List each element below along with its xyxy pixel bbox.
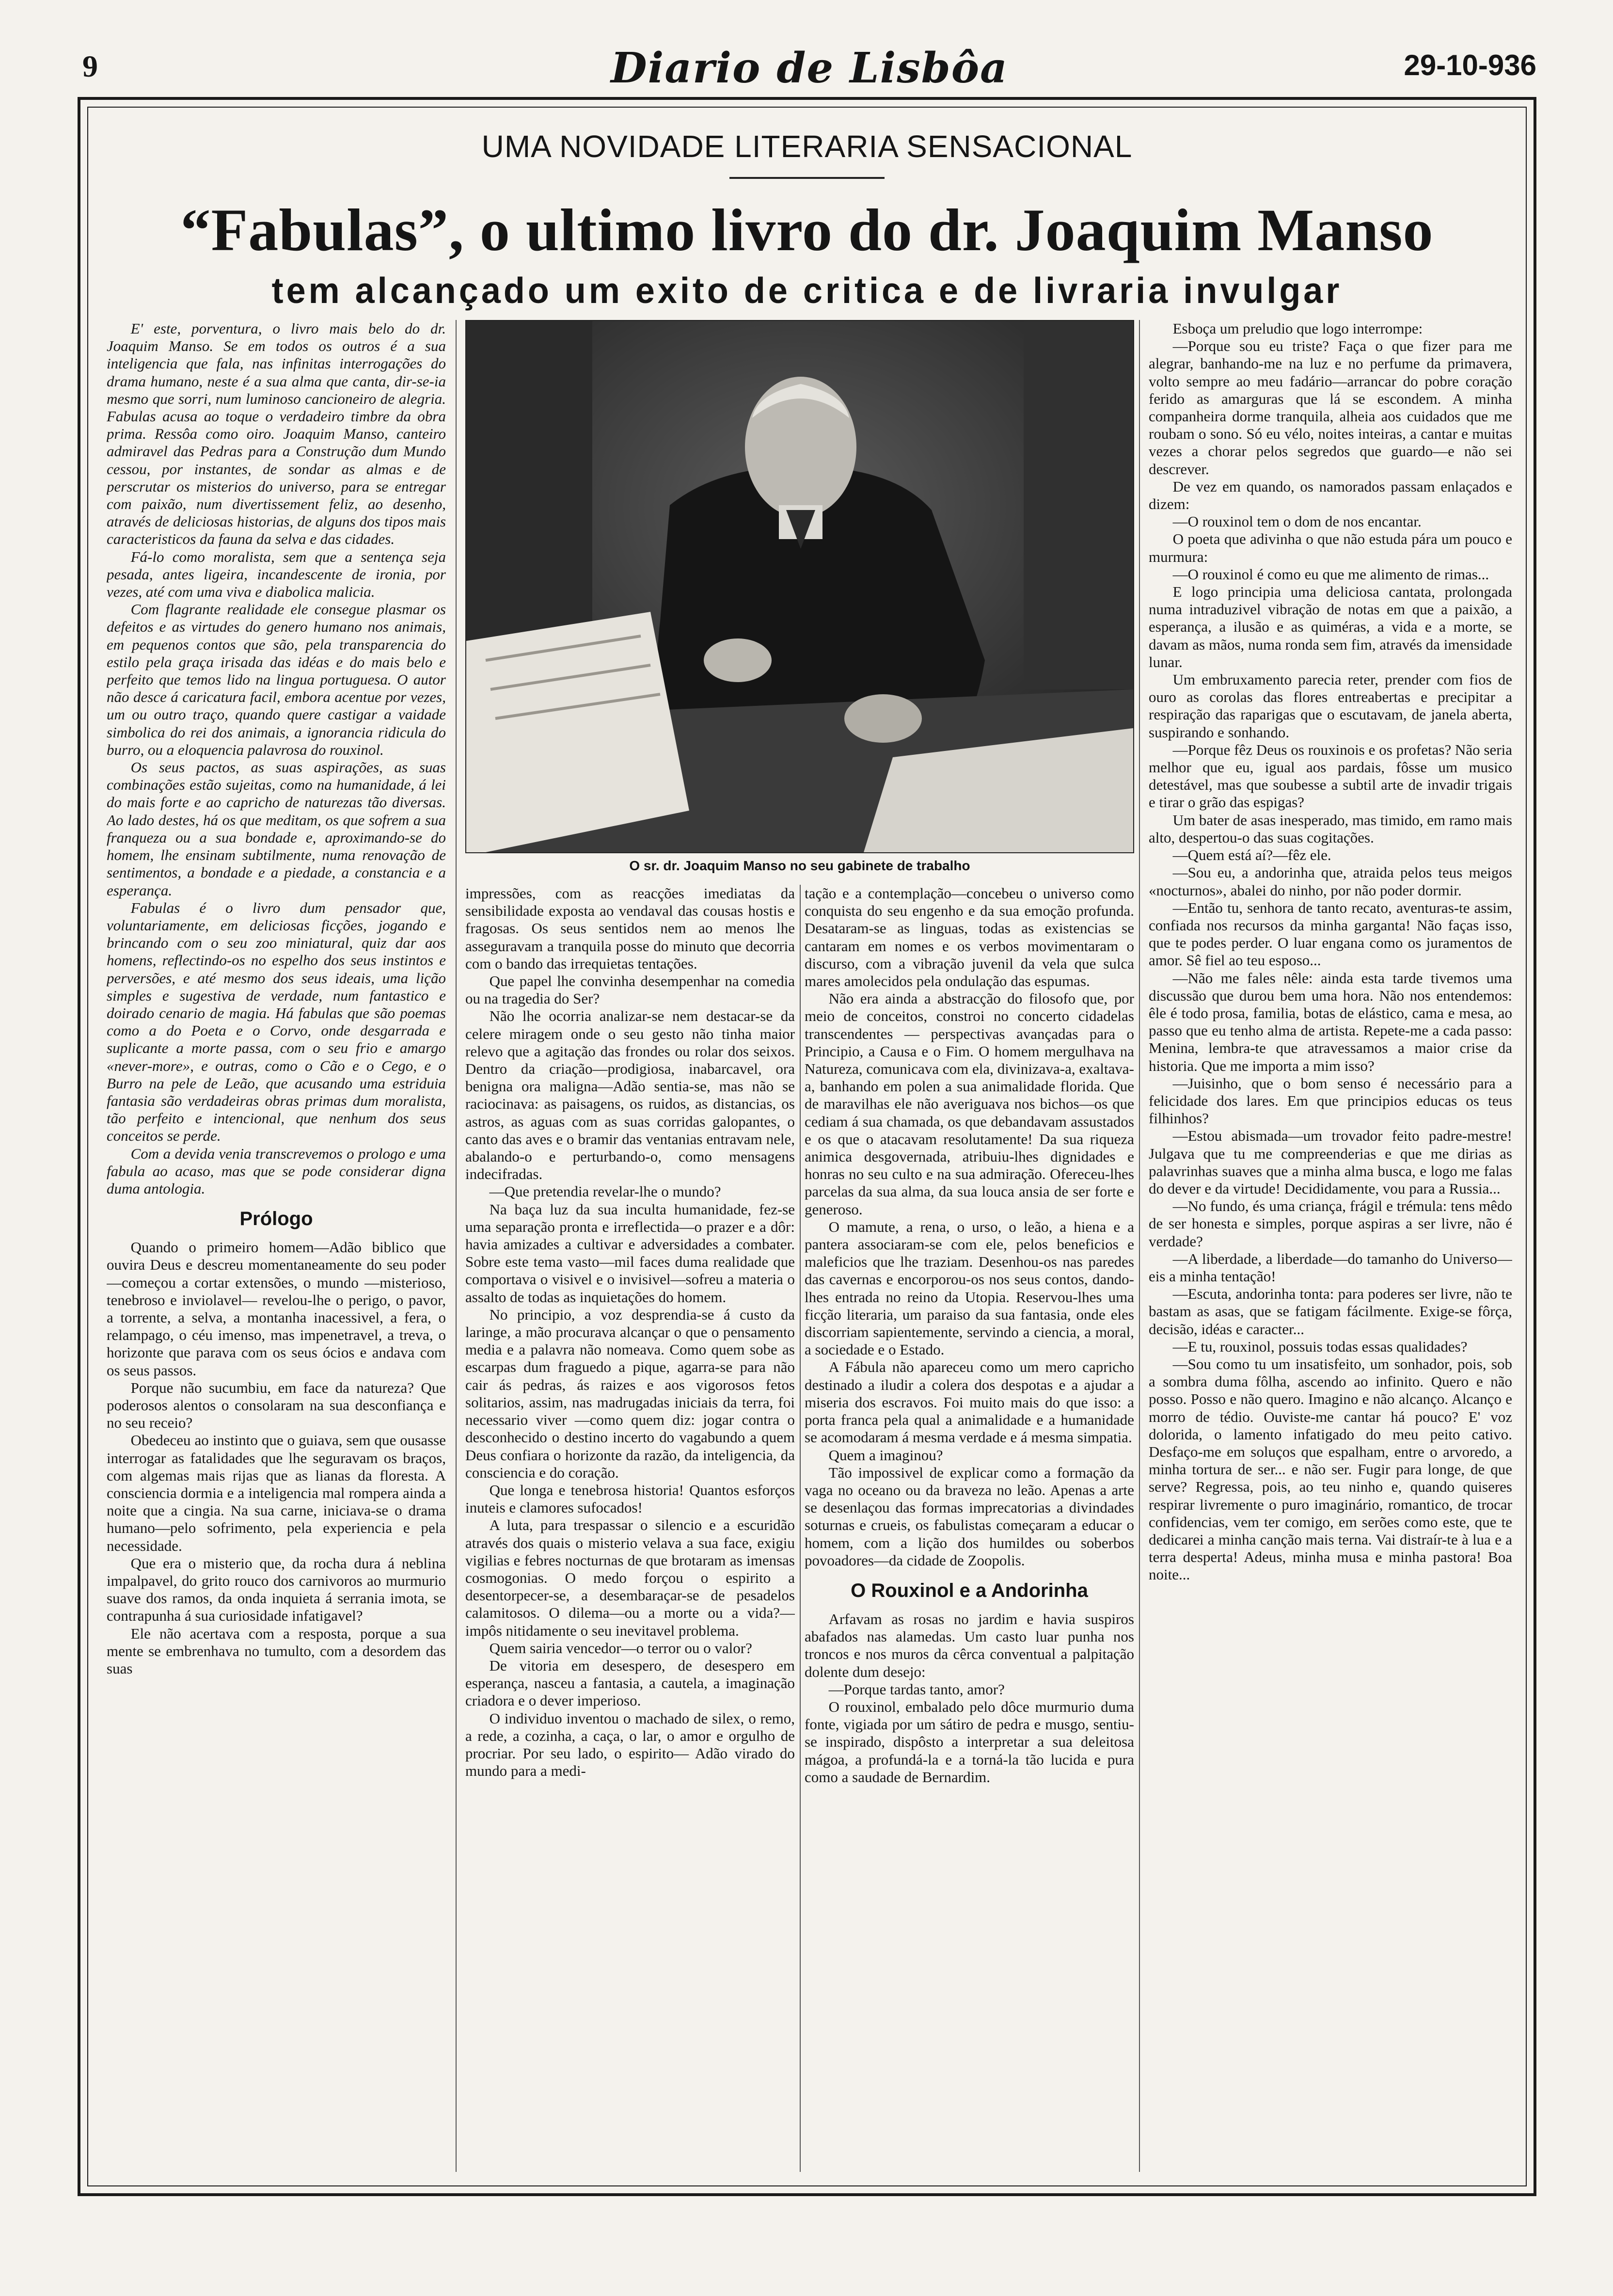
paragraph: E logo principia uma deliciosa cantata, prolongada numa intraduzivel vibração de notas em que a paixão, a esperança, a ilusão e as quiméras, a vida e a morte, se davam as mãos, numa ronda sem fim, através da imensidade lunar. — [1149, 583, 1512, 670]
newspaper-name: Diario de Lisbôa — [611, 44, 1008, 93]
paragraph: —Estou abismada—um trovador feito padre-mestre! Julgava que tu me compreenderias e que me dirias as palavrinhas suaves que a minha alma busca, e logo me falas do dever e da virtude! Decididamente, vou para a Russia... — [1149, 1127, 1512, 1197]
column-1 — [107, 320, 446, 2172]
paragraph: O rouxinol, embalado pelo dôce murmurio duma fonte, vigiada por um sátiro de pedra e musgo, sentiu-se inspirado, dispôsto a interpretar a sua deleitosa mágoa, a profundá-la e a torná-la tão lucida e pura como a saudade de Bernardim. — [805, 1698, 1134, 1786]
column-rule — [456, 320, 457, 2172]
paragraph: Quem sairia vencedor—o terror ou o valor? — [489, 1639, 752, 1657]
paragraph: —Juisinho, que o bom senso é necessário para a felicidade dos lares. Em que principios educas os teus filhinhos? — [1149, 1074, 1512, 1127]
paragraph: Os seus pactos, as suas aspirações, as suas combinações estão sujeitas, como na humanidade, á lei do mais forte e ao capricho de naturezas tão diversas. Ao lado destes, há os que meditam, os que sofrem a sua franqueza ou a sua bondade e, aproximando-se do homem, lhe ensinam subtilmente, numa renovação de sentimentos, a bondade e a piedade, a constancia e a esperança. — [107, 759, 446, 899]
paragraph: Fá-lo como moralista, sem que a sentença seja pesada, antes ligeira, incandescente de ironia, por vezes, até com uma viva e diabolica malicia. — [107, 548, 446, 601]
paragraph: De vez em quando, os namorados passam enlaçados e dizem: — [1149, 478, 1512, 513]
paragraph: —Porque fêz Deus os rouxinois e os profetas? Não seria melhor que eu, igual aos pardais, fôsse um musico detestável, mas que soubesse a subtil arte de invadir trigais e tirar o grão das espigas? — [1149, 741, 1512, 811]
paragraph: —Porque tardas tanto, amor? — [828, 1680, 1005, 1698]
paragraph: Que papel lhe convinha desempenhar na comedia ou na tragedia do Ser? — [465, 973, 795, 1007]
paragraph: No principio, a voz desprendia-se á custo da laringe, a mão procurava alcançar o que o pensamento media e a palavra não nomeava. Como quem sobe as escarpas dum fraguedo a pique, agarra-se para não cair ás pedras, ás raizes e aos vigorosos fetos solitarios, assim, nas madrugadas iniciais da terra, foi necessario viver —como quem diz: jogar contra o desconhecido o destino incerto do vagabundo a quem Deus confiara o horizonte da razão, da inteligencia, da consciencia e do coração. — [465, 1306, 795, 1481]
paragraph: Esboça um preludio que logo interrompe: — [1172, 320, 1423, 337]
paragraph: —E tu, rouxinol, possuis todas essas qualidades? — [1172, 1338, 1468, 1355]
kicker-rule — [729, 177, 885, 179]
section-heading-prologo: Prólogo — [239, 1208, 313, 1230]
paragraph: Um embruxamento parecia reter, prender com fios de ouro as corolas das flores entreabertas e precipitar a respiração das raparigas que o escutavam, de janela aberta, suspirando e sonhando. — [1149, 671, 1512, 741]
paragraph: —Porque sou eu triste? Faça o que fizer para me alegrar, banhando-me na luz e no perfume da primavera, volto sempre ao meu fadário—arrancar do pobre coração ferido as amarguras que lá se escondem. A minha companheira dorme tranquila, alheia aos cuidados que me roubam o sono. Só eu vélo, noites inteiras, a cantar e muitas vezes a chorar pelos segredos que guardo—e não sei descrever. — [1149, 337, 1512, 478]
column-3 — [805, 885, 1134, 2172]
paragraph: Que longa e tenebrosa historia! Quantos esforços inuteis e clamores sufocados! — [465, 1481, 795, 1516]
paragraph: —Escuta, andorinha tonta: para poderes ser livre, não te bastam as asas, que se fatigam fácilmente. Exige-se fôrça, decisão, idéas e caracter... — [1149, 1285, 1512, 1338]
article-subheadline: tem alcançado um exito de critica e de livraria invulgar — [271, 271, 1343, 311]
paragraph: —Sou eu, a andorinha que, atraida pelos teus meigos «nocturnos», abalei do ninho, por não poder dormir. — [1149, 864, 1512, 899]
paragraph: O poeta que adivinha o que não estuda pára um pouco e murmura: — [1149, 530, 1512, 565]
paragraph: —Não me fales nêle: ainda esta tarde tivemos uma discussão que durou bem uma hora. Não nos entendemos: êle é todo prosa, familia, botas de elástico, cama e mesa, ao passo que eu tenho alma de artista. Repete-me a cada passo: Menina, lembra-te que atravessamos a maior crise da historia. Que me importa a mim isso? — [1149, 969, 1512, 1074]
paragraph: O mamute, a rena, o urso, o leão, a hiena e a pantera associaram-se com ele, pelos beneficios e maleficios que lhe traziam. Desenhou-os nas paredes das cavernas e encorporou-os nos seus contos, dando-lhes entrada no reino da Utopia. Reservou-lhes uma ficção literaria, um paraiso da sua fantasia, onde eles discorriam sapientemente, servindo a ciencia, a moral, a sociedade e o Estado. — [805, 1218, 1134, 1358]
article-headline: “Fabulas”, o ultimo livro do dr. Joaquim Manso — [180, 197, 1434, 263]
masthead — [82, 44, 1536, 93]
photo-caption: O sr. dr. Joaquim Manso no seu gabinete de trabalho — [629, 858, 970, 873]
column-4 — [1149, 320, 1512, 2172]
paragraph: E' este, porventura, o livro mais belo do dr. Joaquim Manso. Se em todos os outros é a sua inteligencia que fala, nas infinitas interrogações do drama humano, neste é a sua alma que canta, dir-se-ia mesmo que sorri, num luminoso cancioneiro de alegria. Fabulas acusa ao toque o verdadeiro timbre da obra prima. Ressôa como oiro. Joaquim Manso, canteiro admiravel das Pedras para a Construção dum Mundo cessou, por instantes, de sondar as almas e de perscrutar os misterios do universo, para se entregar com paixão, num divertissement feliz, ao desenho, através de deliciosas historias, de alguns dos tipos mais caracteristicos da fauna da selva e das cidades. — [107, 320, 446, 548]
paragraph: De vitoria em desespero, de desespero em esperança, nasceu a fantasia, a cautela, a imaginação criadora e o dever imperioso. — [465, 1657, 795, 1709]
paragraph: Não lhe ocorria analizar-se nem destacar-se da celere miragem onde o seu gesto não tinha maior relevo que a agitação das frondes ou rolar dos seixos. Dentro da criação—prodigiosa, inabarcavel, ora benigna ora maligna—Adão sentia-se, mas não se raciocinava: as paisagens, os ruidos, as distancias, os astros, as aguas com as suas corridas galopantes, o canto das aves e o bramir das ventanias entravam nele, abalando-o e perturbando-o, como mensagens indecifradas. — [465, 1007, 795, 1183]
paragraph: Quem a imaginou? — [828, 1446, 943, 1464]
paragraph: —A liberdade, a liberdade—do tamanho do Universo—eis a minha tentação! — [1149, 1250, 1512, 1285]
column-rule — [800, 885, 801, 2172]
article-kicker: UMA NOVIDADE LITERARIA SENSACIONAL — [481, 129, 1133, 164]
paragraph: Um bater de asas inesperado, mas timido, em ramo mais alto, despertou-o das suas cogitações. — [1149, 811, 1512, 846]
issue-date: 29-10-936 — [1404, 49, 1536, 81]
paragraph: —Que pretendia revelar-lhe o mundo? — [489, 1183, 721, 1200]
paragraph: Quando o primeiro homem—Adão biblico que ouvira Deus e descreu momentaneamente do seu poder—começou a cortar extensões, o mundo —misterioso, tenebroso e inviolavel— revelou-lhe o perigo, o pavor, a torrente, a selva, a montanha inacessivel, a fera, o relampago, o céu imenso, mas impenetravel, a treva, o horizonte que parava com os seus ócios e andava com os seus passos. — [107, 1239, 446, 1379]
paragraph: Obedeceu ao instinto que o guiava, sem que ousasse interrogar as fatalidades que lhe seguravam os braços, com algemas mais rijas que as lianas da floresta. A consciencia dormia e a inteligencia mal rompera ainda a noite que a cingia. Na sua carne, iniciava-se o drama humano—pelo sofrimento, pela experiencia e pela necessidade. — [107, 1432, 446, 1554]
paragraph: Tão impossivel de explicar como a formação da vaga no oceano ou da braveza no leão. Apenas a arte se desenlaçou das formas imprecatorias a divindades soturnas e crueis, os fabulistas começaram a educar o homem, com a lição dos humildes ou soberbos povoadores—da cidade de Zoopolis. — [805, 1464, 1134, 1569]
column-2 — [465, 885, 795, 2172]
paragraph: A Fábula não apareceu como um mero capricho destinado a iludir a colera dos despotas e a ajudar a miseria dos escravos. Foi muito mais do que isso: a porta franca pela qual a animalidade e a humanidade se acomodaram á mesma verdade e á mesma simpatia. — [805, 1358, 1134, 1446]
author-photo-image — [466, 321, 1133, 852]
paragraph: —O rouxinol é como eu que me alimento de rimas... — [1172, 565, 1489, 583]
page-number: 9 — [82, 49, 98, 83]
paragraph: Ele não acertava com a resposta, porque a sua mente se embrenhava no tumulto, com a desordem das suas — [107, 1625, 446, 1677]
author-photo — [465, 320, 1134, 853]
section-heading-rouxinol: O Rouxinol e a Andorinha — [851, 1579, 1088, 1601]
paragraph: Não era ainda a abstracção do filosofo que, por meio de conceitos, constroi no concerto cidadelas transcendentes — perspectivas avançadas para o Principio, a Causa e o Fim. O homem mergulhava na Natureza, comunicava com ela, divinizava-a, exaltava-a, banhando em polen a sua animalidade florida. Que de maravilhas ele não averiguava nos bichos—os que cediam á sua chamada, os que debandavam assustados e os que o atacavam resolutamente! Da sua riqueza animica desgovernada, atribuiu-lhes dignidades e honras no seu culto e na sua admiração. Ofereceu-lhes parcelas da sua alma, da sua louca ansia de ser forte e generoso. — [805, 990, 1134, 1218]
paragraph: Porque não sucumbiu, em face da natureza? Que poderosos alentos o consolaram na sua desconfiança e no seu receio? — [107, 1379, 446, 1432]
paragraph: tação e a contemplação—concebeu o universo como conquista do seu engenho e da sua emoção profunda. Desataram-se as linguas, todas as existencias se cantaram em nomes e os verbos movimentaram o discurso, com a vibração juvenil da vela que sulca mares amolecidos pela ondulação das espumas. — [805, 885, 1134, 990]
paragraph: impressões, com as reacções imediatas da sensibilidade exposta ao vendaval das cousas hostis e fragosas. Os seus sentidos nem ao menos lhe asseguravam a tranquila posse do minuto que decorria com o bando das irrequietas tentações. — [465, 885, 795, 972]
paragraph: —Sou como tu um insatisfeito, um sonhador, pois, sob a sombra duma fôlha, ascendo ao infinito. Quero e não posso. Posso e não quero. Imagino e não alcanço. Alcanço e morro de tédio. Ouviste-me cantar há pouco? E' voz dolorida, o lamento infatigado do meu peito cativo. Desfaço-me em soluços que espalham, entre o arvoredo, a minha tortura de ser... e não ser. Fugir para longe, de que serve? Regressa, pois, ao teu ninho e, quando quiseres respirar livremente o puro imaginário, romantico, de trocar confidencias, vem ter comigo, em serões como este, que te dedicarei a minha canção mais terna. Vai distraír-te à lua e a terra desperta! Adeus, minha musa e minha pastora! Boa noite... — [1149, 1355, 1512, 1583]
paragraph: —Então tu, senhora de tanto recato, aventuras-te assim, confiada nos recursos da minha garganta! Não faças isso, que te podes perder. O luar engana como os juramentos de amor. Sê fiel ao teu esposo... — [1149, 899, 1512, 969]
paragraph: —No fundo, és uma criança, frágil e trémula: tens mêdo de ser honesta e simples, porque aspiras a ser livre, não é verdade? — [1149, 1197, 1512, 1250]
paragraph: Na baça luz da sua inculta humanidade, fez-se uma separação pronta e irreflectida—o prazer e a dôr: havia amizades a cultivar e adversidades a combater. Sobre este tema vasto—mil faces duma realidade que comportava o visivel e o invisivel—sofreu a materia o assalto de todas as inquietações do homem. — [465, 1200, 795, 1306]
paragraph: Fabulas é o livro dum pensador que, voluntariamente, em deliciosas ficções, jogando e brincando com o seu zoo miniatural, quiz dar aos homens, reflectindo-os no espelho dos seus instintos e perversões, e até mesmo dos seus ideais, uma lição simples e sugestiva de verdade, num fantastico e doirado cenario de magia. Há fabulas que são poemas como a do Poeta e o Corvo, onde desgarrada e suplicante a morte passa, com o seu frio e amargo «never-more», e outras, como o Cão e o Cego, e o Burro na pele de Leão, que acusando uma estriduia fantasia são verdadeiras obras primas dum moralista, tão perfeito e intencional, que nenhum dos seus conceitos se perde. — [107, 899, 446, 1145]
paragraph: O individuo inventou o machado de silex, o remo, a rede, a cozinha, a caça, o lar, o amor e orgulho de procriar. Por seu lado, o espirito— Adão virado do mundo para a medi- — [465, 1709, 795, 1780]
paragraph: —Quem está aí?—fêz ele. — [1172, 846, 1331, 864]
paragraph: Que era o misterio que, da rocha dura á neblina impalpavel, do grito rouco dos carnivoros ao murmurio suave dos ramos, da onda inquieta á serrania imota, se contrapunha á sua curiosidade infatigavel? — [107, 1554, 446, 1625]
paragraph: A luta, para trespassar o silencio e a escuridão através dos quais o misterio velava a sua face, exigiu vigilias e febres nocturnas de que brotaram as imensas cosmogonias. O medo forçou o espirito a desentorpecer-se, a desembaraçar-se de pesadelos calamitosos. O dilema—ou a morte ou a vida?—impôs nitidamente o seu inevitavel problema. — [465, 1516, 795, 1639]
paragraph: —O rouxinol tem o dom de nos encantar. — [1172, 513, 1422, 530]
paragraph: Com flagrante realidade ele consegue plasmar os defeitos e as virtudes do genero humano nos animais, em pequenos contos que são, pela transparencia do estilo pela graça irisada das idéas e do mais belo e perfeito que temos lido na lingua portuguesa. O autor não desce á caricatura facil, embora acentue por vezes, um ou outro traço, quando quere castigar a vaidade simbolica do rei dos animais, a ignorancia ridicula do burro, ou a eloquencia palavrosa do rouxinol. — [107, 601, 446, 758]
paragraph: Com a devida venia transcrevemos o prologo e uma fabula ao acaso, mas que se pode considerar digna duma antologia. — [107, 1145, 446, 1197]
paragraph: Arfavam as rosas no jardim e havia suspiros abafados nas alamedas. Um casto luar punha nos troncos e nos muros da cêrca conventual a palpitação dolente dum desejo: — [805, 1610, 1134, 1680]
column-rule — [1139, 320, 1140, 2172]
